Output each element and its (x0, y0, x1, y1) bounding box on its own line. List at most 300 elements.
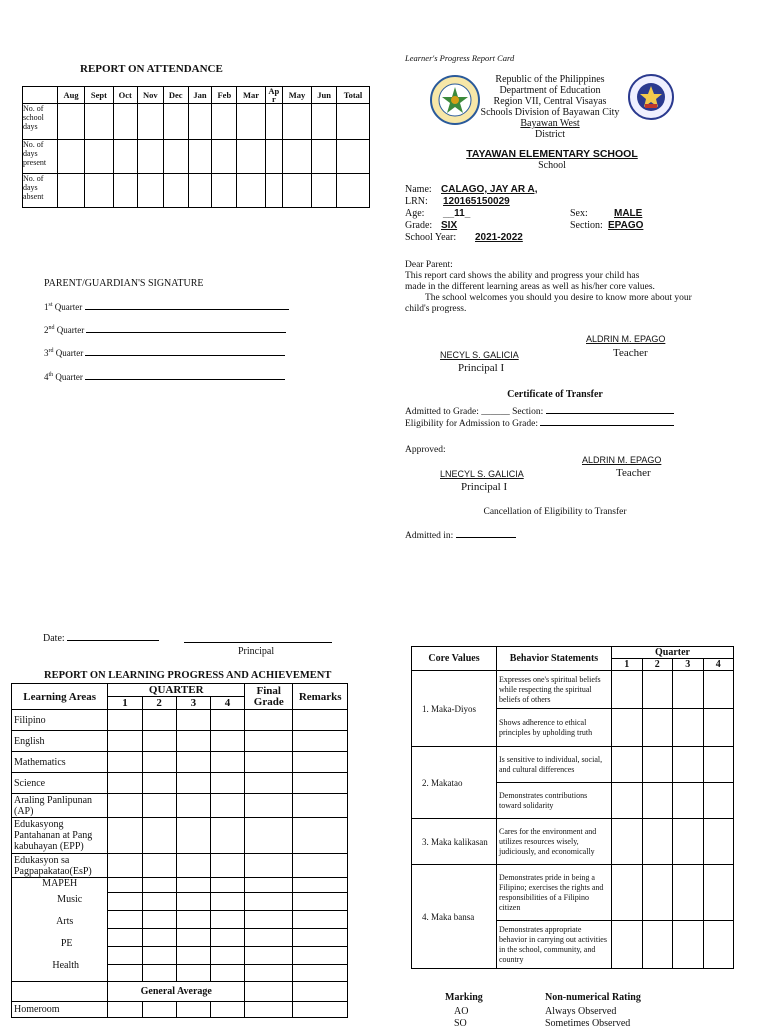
grade-cell[interactable] (245, 794, 293, 818)
grade-cell[interactable] (108, 752, 142, 773)
rating-cell[interactable] (642, 747, 673, 783)
attendance-row-label: No. of days absent (23, 174, 58, 208)
grade-cell[interactable] (142, 911, 176, 929)
grade-cell[interactable] (176, 731, 210, 752)
grade-cell[interactable] (108, 1002, 142, 1018)
grade-cell[interactable] (210, 752, 244, 773)
quarter-num: 1 (44, 302, 49, 312)
attendance-cell[interactable] (163, 140, 188, 174)
behavior-statement: Demonstrates pride in being a Filipino; exercises the rights and responsibilities of a Filipino citizen (497, 865, 612, 921)
learning-header-row (12, 684, 348, 697)
approved-label: Approved: (405, 445, 446, 455)
name-row (405, 184, 538, 196)
signature-blank[interactable] (85, 309, 289, 310)
grade-cell[interactable] (245, 893, 293, 911)
parent-letter (405, 260, 740, 315)
remarks-cell[interactable] (293, 878, 348, 893)
grade-cell[interactable] (210, 731, 244, 752)
certificate-title: Certificate of Transfer (507, 389, 603, 400)
attendance-cell[interactable] (312, 104, 337, 140)
mapeh-cell (12, 878, 108, 982)
cancellation-title: Cancellation of Eligibility to Transfer (483, 507, 627, 517)
month-feb: Feb (212, 87, 237, 104)
grade-cell[interactable] (108, 929, 142, 947)
rating-cell[interactable] (703, 709, 734, 747)
grade-cell[interactable] (245, 929, 293, 947)
attendance-cell[interactable] (85, 140, 114, 174)
grade-cell[interactable] (142, 818, 176, 854)
quarter-4: 4 (210, 697, 244, 710)
rating-cell[interactable] (703, 671, 734, 709)
attendance-cell[interactable] (212, 104, 237, 140)
letter-line: This report card shows the ability and progress your child has (405, 271, 640, 281)
marking-code: AO (454, 1006, 469, 1017)
rating-cell[interactable] (703, 747, 734, 783)
age-row (405, 208, 538, 220)
subject-mapeh: MAPEH (42, 878, 78, 889)
section-blank[interactable] (546, 413, 674, 414)
rating-cell[interactable] (673, 709, 704, 747)
quarter-label: Quarter (56, 325, 85, 335)
grade-cell[interactable] (142, 854, 176, 878)
remarks-cell[interactable] (293, 947, 348, 965)
rating-cell[interactable] (612, 709, 643, 747)
quarter-num: 3 (44, 348, 49, 358)
value-maka-diyos: 1. Maka-Diyos (412, 671, 497, 747)
table-row (412, 865, 734, 921)
quarter-header: QUARTER (108, 684, 245, 697)
remarks-cell[interactable] (293, 911, 348, 929)
subject-esp: Edukasyon sa Pagpapakatao(EsP) (12, 854, 108, 878)
rating-cell[interactable] (703, 865, 734, 921)
grade-cell[interactable] (142, 752, 176, 773)
attendance-cell[interactable] (237, 104, 266, 140)
dear-parent: Dear Parent: (405, 260, 453, 270)
homeroom-label: Homeroom (12, 1002, 108, 1018)
grade-cell[interactable] (142, 1002, 176, 1018)
name-value[interactable]: CALAGO, JAY AR A, (441, 184, 538, 195)
grade-label: Grade: (405, 220, 433, 231)
attendance-cell[interactable] (163, 174, 188, 208)
attendance-cell[interactable] (282, 174, 311, 208)
quarter-label: Quarter (54, 302, 83, 312)
signature-line-1[interactable] (44, 302, 289, 312)
value-maka-bansa: 4. Maka bansa (412, 865, 497, 969)
grade-cell[interactable] (245, 854, 293, 878)
signature-line-2[interactable] (44, 325, 286, 335)
attendance-cell[interactable] (265, 140, 282, 174)
learning-title: REPORT ON LEARNING PROGRESS AND ACHIEVEMENT (44, 670, 332, 681)
behavior-statement: Expresses one's spiritual beliefs while respecting the spiritual beliefs of others (497, 671, 612, 709)
principal-sign-line[interactable] (184, 642, 332, 643)
rating-header: Non-numerical Rating (545, 992, 641, 1003)
subject-filipino: Filipino (12, 710, 108, 731)
grade-cell[interactable] (176, 818, 210, 854)
remarks-cell[interactable] (293, 1002, 348, 1018)
subject-english: English (12, 731, 108, 752)
table-row (12, 794, 348, 818)
attendance-cell[interactable] (337, 104, 370, 140)
month-sept: Sept (85, 87, 114, 104)
attendance-row (23, 104, 370, 140)
rating-cell[interactable] (673, 671, 704, 709)
table-row (12, 878, 348, 893)
attendance-cell[interactable] (237, 174, 266, 208)
student-info (405, 184, 538, 244)
attendance-cell[interactable] (312, 174, 337, 208)
attendance-cell[interactable] (188, 140, 212, 174)
school-name: TAYAWAN ELEMENTARY SCHOOL (466, 148, 638, 160)
behavior-statement: Demonstrates contributions toward solidarity (497, 783, 612, 819)
rating-cell[interactable] (642, 921, 673, 969)
cv-quarter-header: Quarter (612, 647, 734, 659)
grade-cell[interactable] (176, 854, 210, 878)
value-makatao: 2. Makatao (412, 747, 497, 819)
attendance-cell[interactable] (337, 174, 370, 208)
table-row (12, 854, 348, 878)
grade-cell[interactable] (142, 947, 176, 965)
attendance-cell[interactable] (137, 140, 163, 174)
grade-cell[interactable] (245, 947, 293, 965)
attendance-cell[interactable] (58, 174, 85, 208)
grade-cell[interactable] (210, 1002, 244, 1018)
grade-cell[interactable] (142, 893, 176, 911)
signature-blank[interactable] (85, 379, 285, 380)
rating-cell[interactable] (642, 865, 673, 921)
letter-line: child's progress. (405, 304, 467, 314)
grade-cell[interactable] (176, 794, 210, 818)
month-may: May (282, 87, 311, 104)
rating-cell[interactable] (612, 783, 643, 819)
month-aug: Aug (58, 87, 85, 104)
grade-cell[interactable] (245, 731, 293, 752)
grade-cell[interactable] (142, 731, 176, 752)
general-average-row (12, 982, 348, 1002)
age-value[interactable]: __11_ (443, 208, 471, 219)
letter-line: The school welcomes you should you desire to know more about your (425, 293, 692, 303)
remarks-cell[interactable] (293, 794, 348, 818)
rating-cell[interactable] (612, 819, 643, 865)
sex-row (570, 208, 643, 220)
rating-cell[interactable] (642, 819, 673, 865)
signature-blank[interactable] (86, 332, 286, 333)
grade-cell[interactable] (108, 911, 142, 929)
grade-cell[interactable] (176, 878, 210, 893)
general-average-value[interactable] (245, 982, 293, 1002)
behavior-statement: Demonstrates appropriate behavior in carrying out activities in the school, community, and country (497, 921, 612, 969)
eligibility-row (405, 419, 674, 429)
letter-line: made in the different learning areas as well as his/her core values. (405, 282, 655, 292)
remarks-header: Remarks (293, 684, 348, 710)
eligibility-blank[interactable] (540, 425, 674, 426)
table-row (412, 671, 734, 709)
subject-pe: PE (60, 938, 73, 949)
grade-cell[interactable] (176, 1002, 210, 1018)
grade-cell[interactable] (108, 731, 142, 752)
attendance-row-label: No. of days present (23, 140, 58, 174)
lrn-row (405, 196, 538, 208)
signature-line-3[interactable] (44, 348, 285, 358)
attendance-row (23, 140, 370, 174)
age-label: Age: (405, 208, 425, 219)
rating-cell[interactable] (642, 671, 673, 709)
date-blank[interactable] (67, 640, 159, 641)
cv-quarter-3: 3 (673, 659, 704, 671)
remarks-cell[interactable] (293, 773, 348, 794)
grade-cell[interactable] (210, 965, 244, 982)
grade-cell[interactable] (210, 911, 244, 929)
marking-header: Marking (445, 992, 483, 1003)
attendance-cell[interactable] (237, 140, 266, 174)
quarter-sup: th (48, 372, 54, 378)
deped-seal-icon (628, 74, 674, 120)
attendance-cell[interactable] (137, 174, 163, 208)
grade-cell[interactable] (108, 773, 142, 794)
sy-label: School Year: (405, 232, 457, 243)
rating-cell[interactable] (703, 921, 734, 969)
principal-label-2: Principal I (461, 481, 508, 493)
quarter-num: 4 (44, 372, 49, 382)
teacher-label: Teacher (613, 347, 648, 359)
date-principal-label: Principal (238, 646, 275, 657)
attendance-table (22, 86, 370, 208)
attendance-cell[interactable] (85, 104, 114, 140)
grade-cell[interactable] (210, 854, 244, 878)
remarks-cell[interactable] (293, 818, 348, 854)
rating-cell[interactable] (612, 671, 643, 709)
header-line: Region VII, Central Visayas (493, 96, 607, 107)
grade-cell[interactable] (210, 929, 244, 947)
grade-cell[interactable] (245, 911, 293, 929)
grade-cell[interactable] (142, 929, 176, 947)
grade-cell[interactable] (108, 818, 142, 854)
grade-cell[interactable] (176, 710, 210, 731)
grade-cell[interactable] (108, 965, 142, 982)
sy-row (405, 232, 538, 244)
subject-health: Health (52, 960, 79, 971)
table-row (12, 731, 348, 752)
rating-cell[interactable] (703, 783, 734, 819)
grade-cell[interactable] (176, 929, 210, 947)
teacher-label-2: Teacher (616, 467, 651, 479)
attendance-cell[interactable] (188, 104, 212, 140)
student-info-right (570, 208, 643, 232)
grade-cell[interactable] (176, 893, 210, 911)
grade-cell[interactable] (176, 773, 210, 794)
attendance-cell[interactable] (85, 174, 114, 208)
attendance-cell[interactable] (282, 104, 311, 140)
grade-cell[interactable] (245, 878, 293, 893)
attendance-title: REPORT ON ATTENDANCE (80, 63, 223, 75)
month-jan: Jan (188, 87, 212, 104)
rating-cell[interactable] (642, 783, 673, 819)
attendance-cell[interactable] (113, 140, 137, 174)
subject-math: Mathematics (12, 752, 108, 773)
attendance-cell[interactable] (337, 140, 370, 174)
value-maka-kalikasan: 3. Maka kalikasan (412, 819, 497, 865)
rating-cell[interactable] (612, 747, 643, 783)
date-label: Date: (43, 633, 65, 644)
sy-value[interactable]: 2021-2022 (475, 232, 523, 243)
attendance-cell[interactable] (188, 174, 212, 208)
grade-cell[interactable] (108, 854, 142, 878)
rating-cell[interactable] (673, 865, 704, 921)
grade-cell[interactable] (176, 947, 210, 965)
principal-name: NECYL S. GALICIA (440, 350, 519, 360)
quarter-label: Quarter (55, 372, 83, 382)
remarks-cell[interactable] (293, 929, 348, 947)
grade-cell[interactable] (210, 794, 244, 818)
sex-value[interactable]: MALE (614, 208, 643, 219)
sex-label: Sex: (570, 208, 588, 219)
rating-cell[interactable] (703, 819, 734, 865)
marking-rating: Always Observed (545, 1006, 617, 1017)
remarks-cell[interactable] (293, 731, 348, 752)
cv-quarter-4: 4 (703, 659, 734, 671)
grade-cell[interactable] (210, 818, 244, 854)
core-values-header-row (412, 647, 734, 659)
quarter-1: 1 (108, 697, 142, 710)
attendance-cell[interactable] (163, 104, 188, 140)
grade-cell[interactable] (108, 878, 142, 893)
signature-blank[interactable] (85, 355, 285, 356)
grade-cell[interactable] (210, 893, 244, 911)
grade-cell[interactable] (108, 710, 142, 731)
attendance-cell[interactable] (58, 140, 85, 174)
grade-cell[interactable] (210, 947, 244, 965)
lrn-label: LRN: (405, 196, 428, 207)
grade-cell[interactable] (245, 773, 293, 794)
subject-science: Science (12, 773, 108, 794)
table-row (12, 710, 348, 731)
grade-cell[interactable] (108, 947, 142, 965)
remarks-cell[interactable] (293, 982, 348, 1002)
district-value: Bayawan West (520, 118, 580, 129)
subject-arts: Arts (56, 916, 74, 927)
agency-header (470, 74, 630, 140)
quarter-label: Quarter (55, 348, 84, 358)
grade-cell[interactable] (245, 752, 293, 773)
table-row (12, 752, 348, 773)
quarter-3: 3 (176, 697, 210, 710)
general-average-label: General Average (108, 982, 245, 1002)
attendance-corner (23, 87, 58, 104)
school-label: School (538, 160, 566, 171)
admitted-in-blank[interactable] (456, 537, 516, 538)
behavior-statement: Shows adherence to ethical principles by upholding truth (497, 709, 612, 747)
table-row (12, 773, 348, 794)
month-total: Total (337, 87, 370, 104)
admitted-in-label: Admitted in: (405, 531, 454, 541)
lrn-value[interactable]: 120165150029 (443, 196, 510, 207)
eligibility-label: Eligibility for Admission to Grade: (405, 419, 538, 429)
rating-cell[interactable] (612, 865, 643, 921)
grade-cell[interactable] (176, 752, 210, 773)
homeroom-row (12, 1002, 348, 1018)
cv-quarter-2: 2 (642, 659, 673, 671)
rating-cell[interactable] (612, 921, 643, 969)
remarks-cell[interactable] (293, 854, 348, 878)
behavior-statement: Cares for the environment and utilizes resources wisely, judiciously, and economically (497, 819, 612, 865)
quarter-2: 2 (142, 697, 176, 710)
month-oct: Oct (113, 87, 137, 104)
attendance-cell[interactable] (265, 104, 282, 140)
remarks-cell[interactable] (293, 710, 348, 731)
grade-cell[interactable] (245, 818, 293, 854)
attendance-cell[interactable] (265, 174, 282, 208)
attendance-row-label: No. of school days (23, 104, 58, 140)
grade-cell[interactable] (245, 965, 293, 982)
grade-value[interactable]: SIX (441, 220, 458, 231)
admitted-in-row (405, 531, 516, 541)
grade-cell[interactable] (210, 773, 244, 794)
grade-cell[interactable] (142, 773, 176, 794)
rating-cell[interactable] (673, 921, 704, 969)
rating-cell[interactable] (673, 819, 704, 865)
grade-cell[interactable] (142, 878, 176, 893)
quarter-sup: nd (48, 325, 55, 331)
attendance-cell[interactable] (312, 140, 337, 174)
grade-cell[interactable] (176, 965, 210, 982)
grade-cell[interactable] (142, 965, 176, 982)
attendance-header-row (23, 87, 370, 104)
grade-cell[interactable] (142, 794, 176, 818)
grade-cell[interactable] (210, 878, 244, 893)
marking-rating: Sometimes Observed (545, 1018, 631, 1029)
date-row (43, 633, 159, 644)
attendance-cell[interactable] (113, 104, 137, 140)
grade-cell[interactable] (176, 911, 210, 929)
attendance-cell[interactable] (58, 104, 85, 140)
learning-areas-header: Learning Areas (12, 684, 108, 710)
table-row (412, 819, 734, 865)
attendance-cell[interactable] (137, 104, 163, 140)
attendance-cell[interactable] (212, 174, 237, 208)
grade-cell[interactable] (108, 893, 142, 911)
core-values-table (411, 646, 734, 969)
grade-cell[interactable] (245, 710, 293, 731)
rating-cell[interactable] (673, 747, 704, 783)
grade-cell[interactable] (142, 710, 176, 731)
section-label: Section: (570, 220, 603, 231)
grade-cell[interactable] (210, 710, 244, 731)
grade-cell[interactable] (245, 1002, 293, 1018)
rating-cell[interactable] (673, 783, 704, 819)
table-row (412, 747, 734, 783)
month-nov: Nov (137, 87, 163, 104)
section-value[interactable]: EPAGO (608, 220, 644, 231)
principal-label: Principal I (458, 362, 505, 374)
cv-quarter-1: 1 (612, 659, 643, 671)
rating-cell[interactable] (642, 709, 673, 747)
month-mar: Mar (237, 87, 266, 104)
attendance-cell[interactable] (212, 140, 237, 174)
remarks-cell[interactable] (293, 965, 348, 982)
behavior-statement: Is sensitive to individual, social, and cultural differences (497, 747, 612, 783)
grade-cell[interactable] (108, 794, 142, 818)
remarks-cell[interactable] (293, 752, 348, 773)
signature-line-4[interactable] (44, 372, 285, 382)
month-jun: Jun (312, 87, 337, 104)
quarter-sup: st (48, 302, 53, 308)
attendance-cell[interactable] (113, 174, 137, 208)
marking-code: SO (454, 1018, 467, 1029)
teacher-name-2: ALDRIN M. EPAGO (582, 455, 662, 465)
quarter-num: 2 (44, 325, 49, 335)
core-values-header: Core Values (412, 647, 497, 671)
remarks-cell[interactable] (293, 893, 348, 911)
attendance-cell[interactable] (282, 140, 311, 174)
